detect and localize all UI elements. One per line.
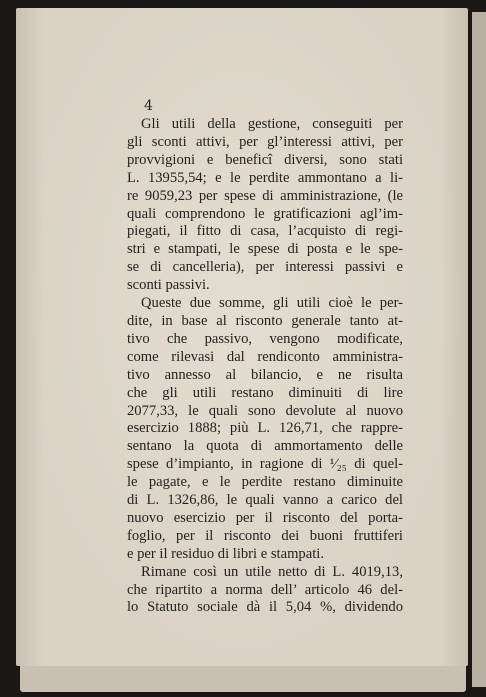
text-line: stri e stampati, le spese di posta e le spe- <box>127 241 403 258</box>
page-number: 4 <box>144 98 153 114</box>
text-line: re 9059,23 per spese di amministrazione, (le <box>127 187 403 204</box>
text-line: L. 13955,54; e le perdite ammontano a li- <box>127 169 403 186</box>
text-line: sentano la quota di ammortamento delle <box>127 438 403 455</box>
text-line: spese d’impianto, in ragione di ¹⁄₂₅ di quel- <box>127 456 403 473</box>
text-line: e per il residuo di libri e stampati. <box>127 545 324 562</box>
text-line: le pagate, e le perdite restano diminuite <box>127 474 403 491</box>
text-line: gli sconti attivi, per gl’interessi attivi, per <box>127 133 403 150</box>
text-line: 2077,33, le quali sono devolute al nuovo <box>127 402 403 419</box>
text-line: Gli utili della gestione, conseguiti per <box>141 116 403 132</box>
text-line: lo Statuto sociale dà il 5,04 %, dividendo <box>127 599 403 616</box>
page-bottom-edge <box>20 666 466 692</box>
adjacent-page-edge <box>472 12 486 687</box>
text-line: Queste due somme, gli utili cioè le per- <box>141 295 403 312</box>
text-line: provvigioni e beneficî diversi, sono stati <box>127 151 403 168</box>
body-text <box>127 116 403 617</box>
text-line: tivo che passivo, vengono modificate, <box>127 330 403 347</box>
text-line: quali comprendono le gratificazioni agl’im- <box>127 205 403 222</box>
text-line: sconti passivi. <box>127 277 210 294</box>
text-line: di L. 1326,86, le quali vanno a carico del <box>127 492 403 509</box>
text-line: piegati, il fitto di casa, l’acquisto di regi- <box>127 223 403 240</box>
text-line: esercizio 1888; più L. 126,71, che rappre- <box>127 420 403 437</box>
text-line: se di cancelleria), per interessi passivi e <box>127 259 403 276</box>
text-line: che gli utili restano diminuiti di lire <box>127 384 403 401</box>
text-line: come rilevasi dal rendiconto amministra- <box>127 348 403 365</box>
text-line: che ripartito a norma dell’ articolo 46 del- <box>127 581 403 598</box>
text-line: dite, in base al risconto generale tanto at- <box>127 312 403 329</box>
text-line: foglio, per il risconto dei buoni fruttiferi <box>127 527 403 544</box>
text-line: nuovo esercizio per il risconto del porta- <box>127 509 403 526</box>
text-line: tivo annesso al bilancio, e ne risulta <box>127 366 403 383</box>
text-line: Rimane così un utile netto di L. 4019,13, <box>141 563 403 580</box>
